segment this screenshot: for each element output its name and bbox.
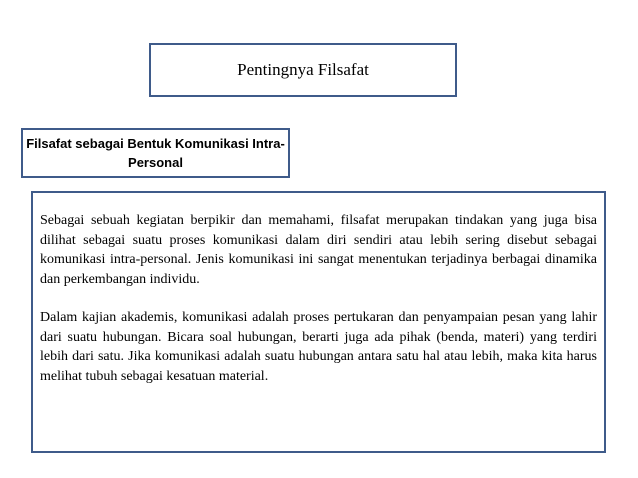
page-title: Pentingnya Filsafat: [237, 60, 369, 79]
title-box: [149, 43, 457, 97]
subtitle-box: [21, 128, 290, 178]
paragraph-2: Dalam kajian akademis, komunikasi adalah proses pertukaran dan penyampaian pesan yang lahir dari suatu hubungan. Bicara soal hubungan, berarti juga ada pihak (benda, materi) yang terdiri lebih dari satu. Jika komunikasi adalah suatu hubungan antara satu hal atau lebih, maka kita harus melihat tubuh sebagai kesatuan material.: [40, 310, 597, 384]
content-box: [31, 191, 606, 453]
paragraph-1: Sebagai sebuah kegiatan berpikir dan memahami, filsafat merupakan tindakan yang juga bisa dilihat sebagai suatu proses komunikasi dalam diri sendiri atau lebih sering disebut sebagai komunikasi intra-personal. Jenis komunikasi ini sangat menentukan terjadinya berbagai dinamika dan perkembangan individu.: [40, 213, 597, 287]
section-heading: Filsafat sebagai Bentuk Komunikasi Intra-Personal: [26, 136, 285, 170]
